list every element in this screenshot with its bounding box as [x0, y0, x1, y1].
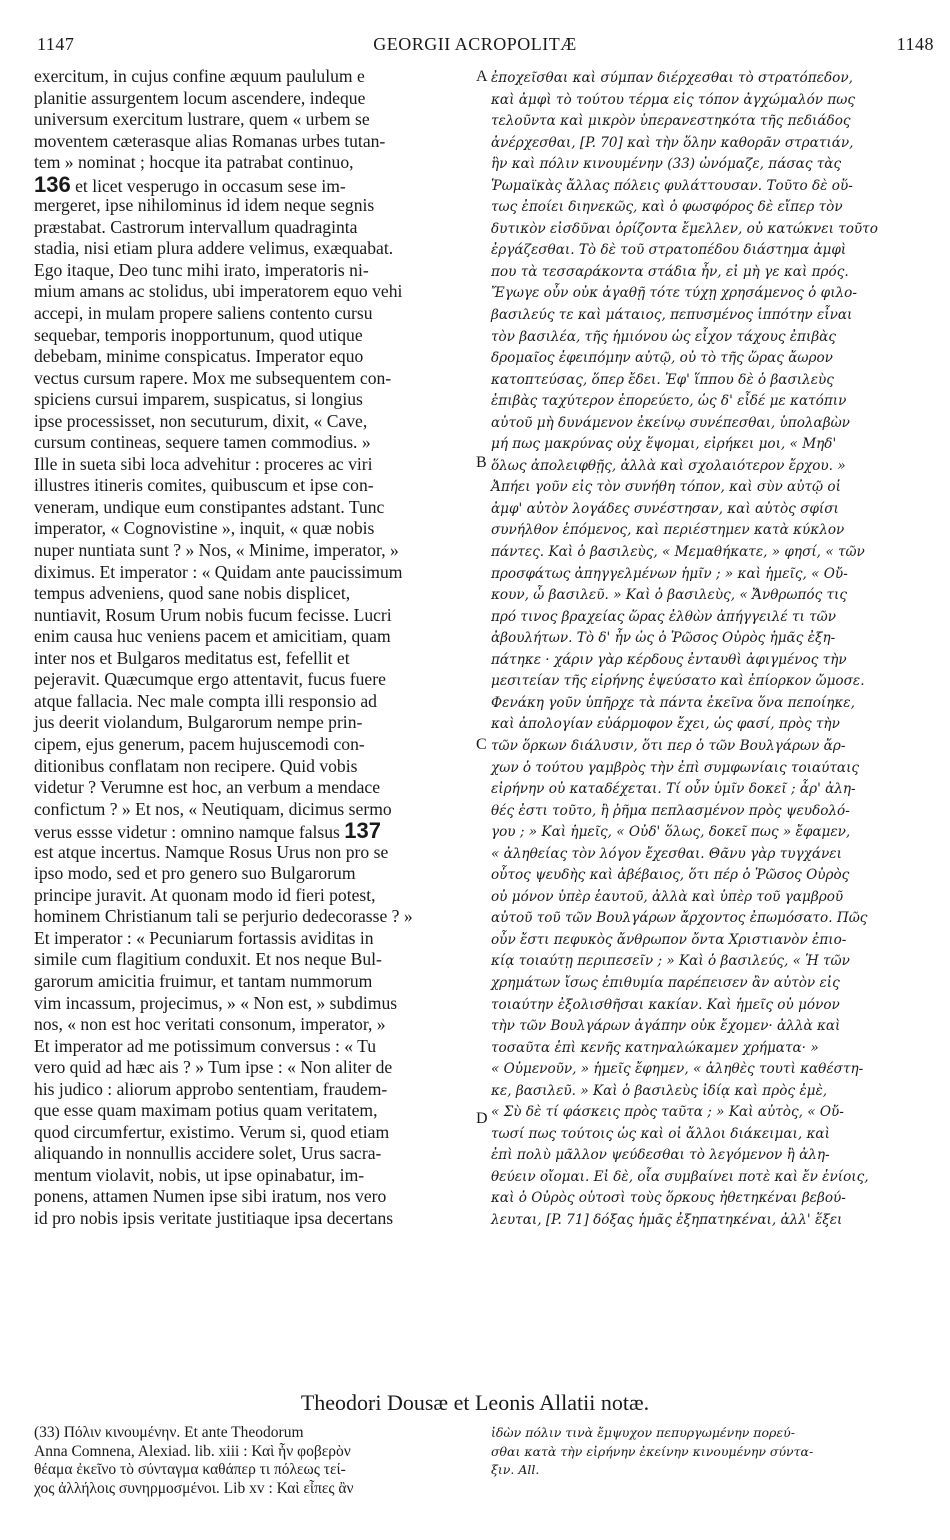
latin-text-line: cursum contineas, sequere tamen commodius. »: [34, 432, 371, 453]
latin-text-line: ponens, attamen Numen ipse sibi iratum, nos vero: [34, 1186, 387, 1207]
notes-left-column: [34, 1424, 470, 1498]
greek-text-line: χων ὁ τούτου γαμβρὸς τὴν ἐπὶ συμφωνίαις τοιαύταις: [491, 759, 860, 776]
latin-text-line: quod circumfertur, existimo. Verum si, quod etiam: [34, 1121, 390, 1142]
greek-text-line: γου ; » Καὶ ἡμεῖς, « Οὐδ' ὅλως, δοκεῖ πως » ἔφαμεν,: [491, 824, 851, 841]
latin-text-line: cipem, ejus generum, pacem hujuscemodi con-: [34, 733, 365, 754]
greek-text-line: δυτικὸν εἰσδῦναι ὁρίζοντα ἔμελλεν, οὐ κατώκνει τοῦτο: [491, 220, 878, 237]
greek-text-line: που τὰ τεσσαράκοντα στάδια ἦν, εἰ μὴ γε καὶ πρός.: [491, 263, 849, 280]
greek-text-line: τοιαύτην ἐξολισθῆσαι κακίαν. Καὶ ἡμεῖς οὐ μόνον: [491, 996, 840, 1013]
note-text-line: ξιν. All.: [491, 1462, 540, 1477]
latin-text-line: id pro nobis ipsis veritate justitiaque ipsa decertans: [34, 1207, 394, 1228]
left-page-number: 1147: [37, 34, 75, 54]
note-text-line: χος ἀλλήλοις συνηρμοσμένοι. Lib xv : Καὶ εἶπες ἂν: [34, 1479, 354, 1497]
greek-text-line: βασιλεύς τε καὶ μάταιος, πεπυσμένος ἱππότην εἶναι: [491, 307, 853, 324]
greek-text-line: οὗτος ψευδὴς καὶ ἀβέβαιος, ὅτι πέρ ὁ Ῥῶσος Οὐρὸς: [491, 867, 850, 884]
latin-column: [34, 66, 470, 1230]
greek-text-line: τωσί πως τούτοις ὡς καὶ οἱ ἄλλοι διάκειμαι, καὶ: [491, 1125, 830, 1142]
greek-text-line: πάντες. Καὶ ὁ βασιλεὺς, « Μεμαθήκατε, » φησί, « τῶν: [491, 544, 865, 561]
latin-text-line: moventem cæterasque alias Romanas urbes tutan-: [34, 130, 386, 151]
chapter-number-137: 137: [344, 818, 382, 844]
greek-text-line: Ἔγωγε οὖν οὐκ ἀγαθῇ τότε τύχῃ χρησάμενος ὁ φιλο-: [491, 285, 857, 302]
latin-text-line: hominem Christianum tali se perjurio dedecorasse ? »: [34, 906, 413, 927]
latin-text-line: diximus. Et imperator : « Quidam ante paucissimum: [34, 561, 403, 582]
latin-text-line: illustres itineris comites, quibuscum et ipse con-: [34, 475, 374, 496]
section-marker-d: D: [476, 1110, 488, 1127]
greek-text-line: ἐπιβὰς ταχύτερον ἐπορεύετο, ὡς δ' εἶδέ με κατόπιν: [491, 393, 847, 410]
latin-text-line: garorum amicitia fruimur, et tantam nummorum: [34, 970, 373, 991]
note-text-line: ἰδὼν πόλιν τινὰ ἔμψυχον πεπυργωμένην πορεύ-: [491, 1425, 795, 1440]
note-text-line: σθαι κατὰ τὴν εἰρήνην ἐκείνην κινουμένην σύντα-: [491, 1443, 814, 1459]
greek-text-line: ἐποχεῖσθαι καὶ σύμπαν διέρχεσθαι τὸ στρατόπεδον,: [491, 70, 853, 86]
greek-text-line: θεύειν οἴομαι. Εἰ δὲ, οἷα συμβαίνει ποτὲ καὶ ἔν ἐνίοις,: [491, 1168, 869, 1185]
latin-text-line: jus deerit violandum, Bulgarorum nempe prin-: [34, 712, 363, 733]
latin-text-line: stadia, nisi etiam plura addere velimus, exæquabat.: [34, 238, 394, 259]
greek-text-line: μή πως μακρύνας οὐχ ἕψομαι, εἰρήκει μοι, « Μηδ': [491, 436, 837, 453]
latin-text-line: confictum ? » Et nos, « Neutiquam, dicimus sermo: [34, 798, 392, 819]
greek-text-line: θές ἐστι τοῦτο, ἢ ῥῆμα πεπλασμένον πρὸς ψευδολό-: [491, 802, 850, 819]
running-title: GEORGII ACROPOLITÆ: [373, 34, 577, 54]
right-page-number: 1148: [896, 34, 934, 54]
greek-text-line: μεσιτείαν τῆς εἰρήνης ἐψεύσατο καὶ ἐπίορκον ὤμοσε.: [491, 673, 865, 690]
latin-text-line: principe juravit. At quonam modo id fieri potest,: [34, 884, 376, 905]
latin-text-line: Ille in sueta sibi loca advehitur : proceres ac viri: [34, 453, 373, 474]
latin-text-line: vero quid ad hæc ais ? » Tum ipse : « Non aliter de: [34, 1057, 393, 1078]
latin-text-line: vim incassum, projecimus, » « Non est, » subdimus: [34, 992, 398, 1013]
latin-text-line: verus essse videtur : omnino namque falsus 137: [34, 818, 382, 844]
greek-text-line: λευται, [P. 71] δόξας ἡμᾶς ἐξηπατηκέναι, ἀλλ' ἕξει: [491, 1211, 843, 1228]
note-text-line: θέαμα ἐκεῖνο τὸ σύνταγμα καθάπερ τι πόλεως τεί-: [34, 1461, 346, 1478]
greek-text-line: οὖν ἔστι πεφυκὸς ἄνθρωπον ὄντα Χριστιανὸν ἐπιο-: [491, 931, 847, 948]
note-text-line: Anna Comnena, Alexiad. lib. xiii : Καὶ ἦν φοβερὸν: [34, 1442, 351, 1460]
section-marker-b: B: [476, 454, 487, 471]
greek-text-line: οὐ μόνον ὑπὲρ ἑαυτοῦ, ἀλλὰ καὶ ὑπὲρ τοῦ γαμβροῦ: [491, 888, 844, 905]
greek-text-line: κατοπτεύσας, ὅπερ ἔδει. Ἐφ' ἵππου δὲ ὁ βασιλεὺς: [491, 371, 834, 388]
greek-text-line: τως ἐποίει διηνεκῶς, καὶ ὁ φωσφόρος δὲ εἴπερ τὸν: [491, 199, 843, 216]
greek-text-line: τοσαῦτα ἐπὶ κενῆς κατηναλώκαμεν χρήματα· »: [491, 1039, 819, 1056]
greek-text-line: αὐτοῦ τοῦ τῶν Βουλγάρων ἄρχοντος ἐπωμόσατο. Πῶς: [491, 910, 868, 927]
latin-text-line: his judico : aliorum approbo sententiam, fraudem-: [34, 1078, 388, 1099]
latin-text-line: nuper nuntiata sunt ? » Nos, « Minime, imperator, »: [34, 540, 399, 561]
greek-text-line: « Οὐμενοῦν, » ἡμεῖς ἔφημεν, « ἀληθὲς τουτὶ καθέστη-: [491, 1061, 864, 1078]
latin-text-line: inter nos et Bulgaros meditatus est, fefellit et: [34, 647, 350, 668]
greek-text-line: προσφάτως ἀπηγγελμένων ἡμῖν ; » καὶ ἡμεῖς, « Οὔ-: [491, 565, 848, 582]
latin-text-line: mentum violavit, nobis, ut ipse opinabatur, im-: [34, 1164, 365, 1185]
latin-text-line: præstabat. Castrorum intervallum quadraginta: [34, 216, 358, 237]
greek-text-line: καὶ ἀμφὶ τὸ τούτου τέρμα εἰς τόπον ἀγχώμαλόν πως: [491, 91, 855, 108]
section-marker-c: C: [476, 736, 487, 753]
latin-text-line: que esse quam maximam potius quam veritatem,: [34, 1100, 378, 1121]
section-marker-a: A: [476, 68, 488, 85]
greek-text-line: τὴν τῶν Βουλγάρων ἀγάπην οὐκ ἔχομεν· ἀλλὰ καὶ: [491, 1018, 841, 1035]
note-text-line: (33) Πόλιν κινουμένην. Et ante Theodorum: [34, 1424, 304, 1441]
greek-text-line: πρό τινος βραχείας ὥρας ἐλθὼν ἀπήγγειλέ τι τῶν: [491, 608, 837, 625]
notes-right-column: [491, 1424, 911, 1480]
latin-text-line: nos, « non est hoc veritati consonum, imperator, »: [34, 1014, 386, 1035]
latin-text-line: est atque incertus. Namque Rosus Urus non pro se: [34, 841, 389, 862]
latin-text-line: mium amans ac stolidus, ubi imperatorem equo vehi: [34, 281, 403, 302]
latin-text-line: Et imperator ad me potissimum conversus : « Tu: [34, 1035, 377, 1056]
greek-text-line: ἀβουλήτων. Τὸ δ' ἦν ὡς ὁ Ῥῶσος Οὐρὸς ἡμᾶς ἐξη-: [491, 630, 836, 647]
greek-text-line: ἣν καὶ πόλιν κινουμένην (33) ὠνόμαζε, πάσας τὰς: [491, 156, 842, 173]
latin-text-line: universum exercitum lustrare, quem « urbem se: [34, 109, 370, 130]
latin-text-line: vectus cursum rapere. Mox me subsequentem con-: [34, 367, 392, 388]
greek-text-line: καὶ ὁ Οὐρὸς οὑτοσὶ τοὺς ὅρκους ἠθετηκέναι βεβού-: [491, 1190, 846, 1207]
greek-text-line: ὅλως ἀπολειφθῇς, ἀλλὰ καὶ σχολαιότερον ἔρχου. »: [491, 457, 846, 474]
latin-text-line: Et imperator : « Pecuniarum fortassis aviditas in: [34, 927, 374, 948]
latin-text-line: debebam, minime conspicatus. Imperator equo: [34, 346, 364, 367]
notes-title: Theodori Dousæ et Leonis Allatii notæ.: [300, 1390, 650, 1415]
greek-text-line: Ῥωμαϊκὰς ἄλλας πόλεις φυλάττουσαν. Τοῦτο δὲ οὕ-: [491, 177, 853, 194]
latin-text-line: tem » nominat ; hocque ita patrabat continuo,: [34, 152, 354, 173]
chapter-number-136: 136: [34, 171, 71, 197]
latin-text-line: ditionibus conflatam non recipere. Quid vobis: [34, 755, 358, 776]
running-header: [0, 34, 950, 60]
greek-text-line: ἀνέρχεσθαι, [P. 70] καὶ τὴν ὅλην καθορᾶν στρατιάν,: [491, 134, 854, 151]
greek-column: [491, 68, 911, 1232]
latin-text-line: 136 et licet vesperugo in occasum sese im-: [34, 171, 346, 197]
greek-text-line: Φενάκη γοῦν ὑπῆρχε τὰ πάντα ἐκεῖνα ὅνα πεποίηκε,: [491, 694, 855, 711]
latin-text-line: pejeravit. Quæcumque ergo attentavit, fucus fuere: [34, 669, 386, 690]
latin-text-line: enim causa huc veniens pacem et amicitiam, quam: [34, 626, 391, 647]
greek-text-line: καὶ ἀπολογίαν εὐάρμοφον ἔχει, ὡς φασί, πρὸς τὴν: [491, 716, 840, 733]
latin-text-line: ipso modo, sed et pro genero suo Bulgarorum: [34, 863, 356, 884]
greek-text-line: αὐτοῦ μὴ δυνάμενον ἐκείνῳ συνέπεσθαι, ὑπολαβὼν: [491, 414, 850, 431]
greek-text-line: κε, βασιλεῦ. » Καὶ ὁ βασιλεὺς ἰδίᾳ καὶ πρὸς ἐμὲ,: [491, 1082, 828, 1099]
latin-text-line: aliquando in nonnullis accidere solet, Urus sacra-: [34, 1143, 382, 1164]
greek-text-line: πάτηκε · χάριν γὰρ κέρδους ἐνταυθὶ ἀφιγμένος τὴν: [491, 651, 847, 668]
greek-text-line: συνήλθον ἑπόμενος, καὶ περιέστημεν κατὰ κύκλον: [491, 522, 845, 539]
latin-text-line: exercitum, in cujus confine æquum paululum e: [34, 66, 365, 86]
greek-text-line: εἰρήνην οὐ καταδέχεται. Τί οὖν ὑμῖν δοκεῖ ; ἆρ' ἀλη-: [491, 781, 856, 798]
greek-text-line: κουν, ὦ βασιλεῦ. » Καὶ ὁ βασιλεὺς, « Ἄνθρωπός τις: [491, 587, 847, 604]
latin-text-line: accepi, in mulam propere saliens contento cursu: [34, 303, 373, 324]
greek-text-line: χρημάτων ἴσως ἐπιθυμία παρέπεισεν ἂν αὐτὸν εἰς: [491, 974, 840, 991]
greek-text-line: τὸν βασιλέα, τῆς ἡμιόνου ὡς εἶχον τάχους ἐπιβὰς: [491, 328, 836, 345]
latin-text-line: Ego itaque, Deo tunc mihi irato, imperatoris ni-: [34, 259, 369, 280]
greek-text-line: ἐργάζεσθαι. Τὸ δὲ τοῦ στρατοπέδου διάστημα ἀμφὶ: [491, 242, 847, 259]
latin-text-line: planitie assurgentem locum ascendere, indeque: [34, 87, 366, 108]
latin-text-line: tempus adveniens, quod sane nobis displicet,: [34, 583, 351, 604]
greek-text-line: ἀμφ' αὐτὸν λογάδες συνέστησαν, καὶ αὐτὸς σφίσι: [491, 500, 839, 517]
latin-text-line: imperator, « Cognovistine », inquit, « quæ nobis: [34, 518, 375, 539]
greek-text-line: τῶν ὅρκων διάλυσιν, ὅτι περ ὁ τῶν Βουλγάρων ἄρ-: [491, 737, 846, 754]
greek-text-line: δρομαῖος ἐφειπόμην αὐτῷ, οὐ τὸ τῆς ὥρας ἄωρον: [491, 350, 833, 367]
latin-text-line: nuntiavit, Rosum Urum nobis fucum fecisse. Lucri: [34, 604, 392, 625]
latin-text-line: spiciens cursui imparem, suspicatus, si longius: [34, 389, 363, 410]
latin-text-line: veneram, undique eum constipantes adstant. Tunc: [34, 496, 385, 517]
greek-text-line: τελοῦντα καὶ μικρὸν ὑπερανεστηκότα τῆς πεδιάδος: [491, 113, 851, 130]
greek-text-line: « ἀληθείας τὸν λόγον ἔχεσθαι. Θᾶνυ γὰρ τυγχάνει: [491, 845, 842, 862]
latin-text-line: simile cum flagitium conduxit. Et nos neque Bul-: [34, 949, 382, 970]
greek-text-line: κίᾳ τοιαύτῃ περιπεσεῖν ; » Καὶ ὁ βασιλεύς, « Ἡ τῶν: [491, 953, 850, 970]
greek-text-line: Ἀπήει γοῦν εἰς τὸν συνήθη τόπον, καὶ σὺν αὐτῷ οἱ: [491, 479, 841, 496]
latin-text-line: sequebar, temporis inopportunum, quod utique: [34, 324, 363, 345]
greek-text-line: « Σὺ δὲ τί φάσκεις πρὸς ταῦτα ; » Καὶ αὐτὸς, « Οὔ-: [491, 1104, 844, 1121]
latin-text-line: mergeret, ipse nihilominus id idem neque segnis: [34, 195, 375, 216]
greek-text-line: ἐπὶ πολὺ μᾶλλον ψεύδεσθαι τὸ λεγόμενον ἢ ἀλη-: [491, 1147, 830, 1164]
latin-text-line: ipse processisset, non secuturum, dixit, « Cave,: [34, 410, 368, 431]
latin-text-line: atque fallacia. Nec male compta illi responsio ad: [34, 690, 377, 711]
latin-text-line: videtur ? Verumne est hoc, an verbum a mendace: [34, 777, 381, 798]
